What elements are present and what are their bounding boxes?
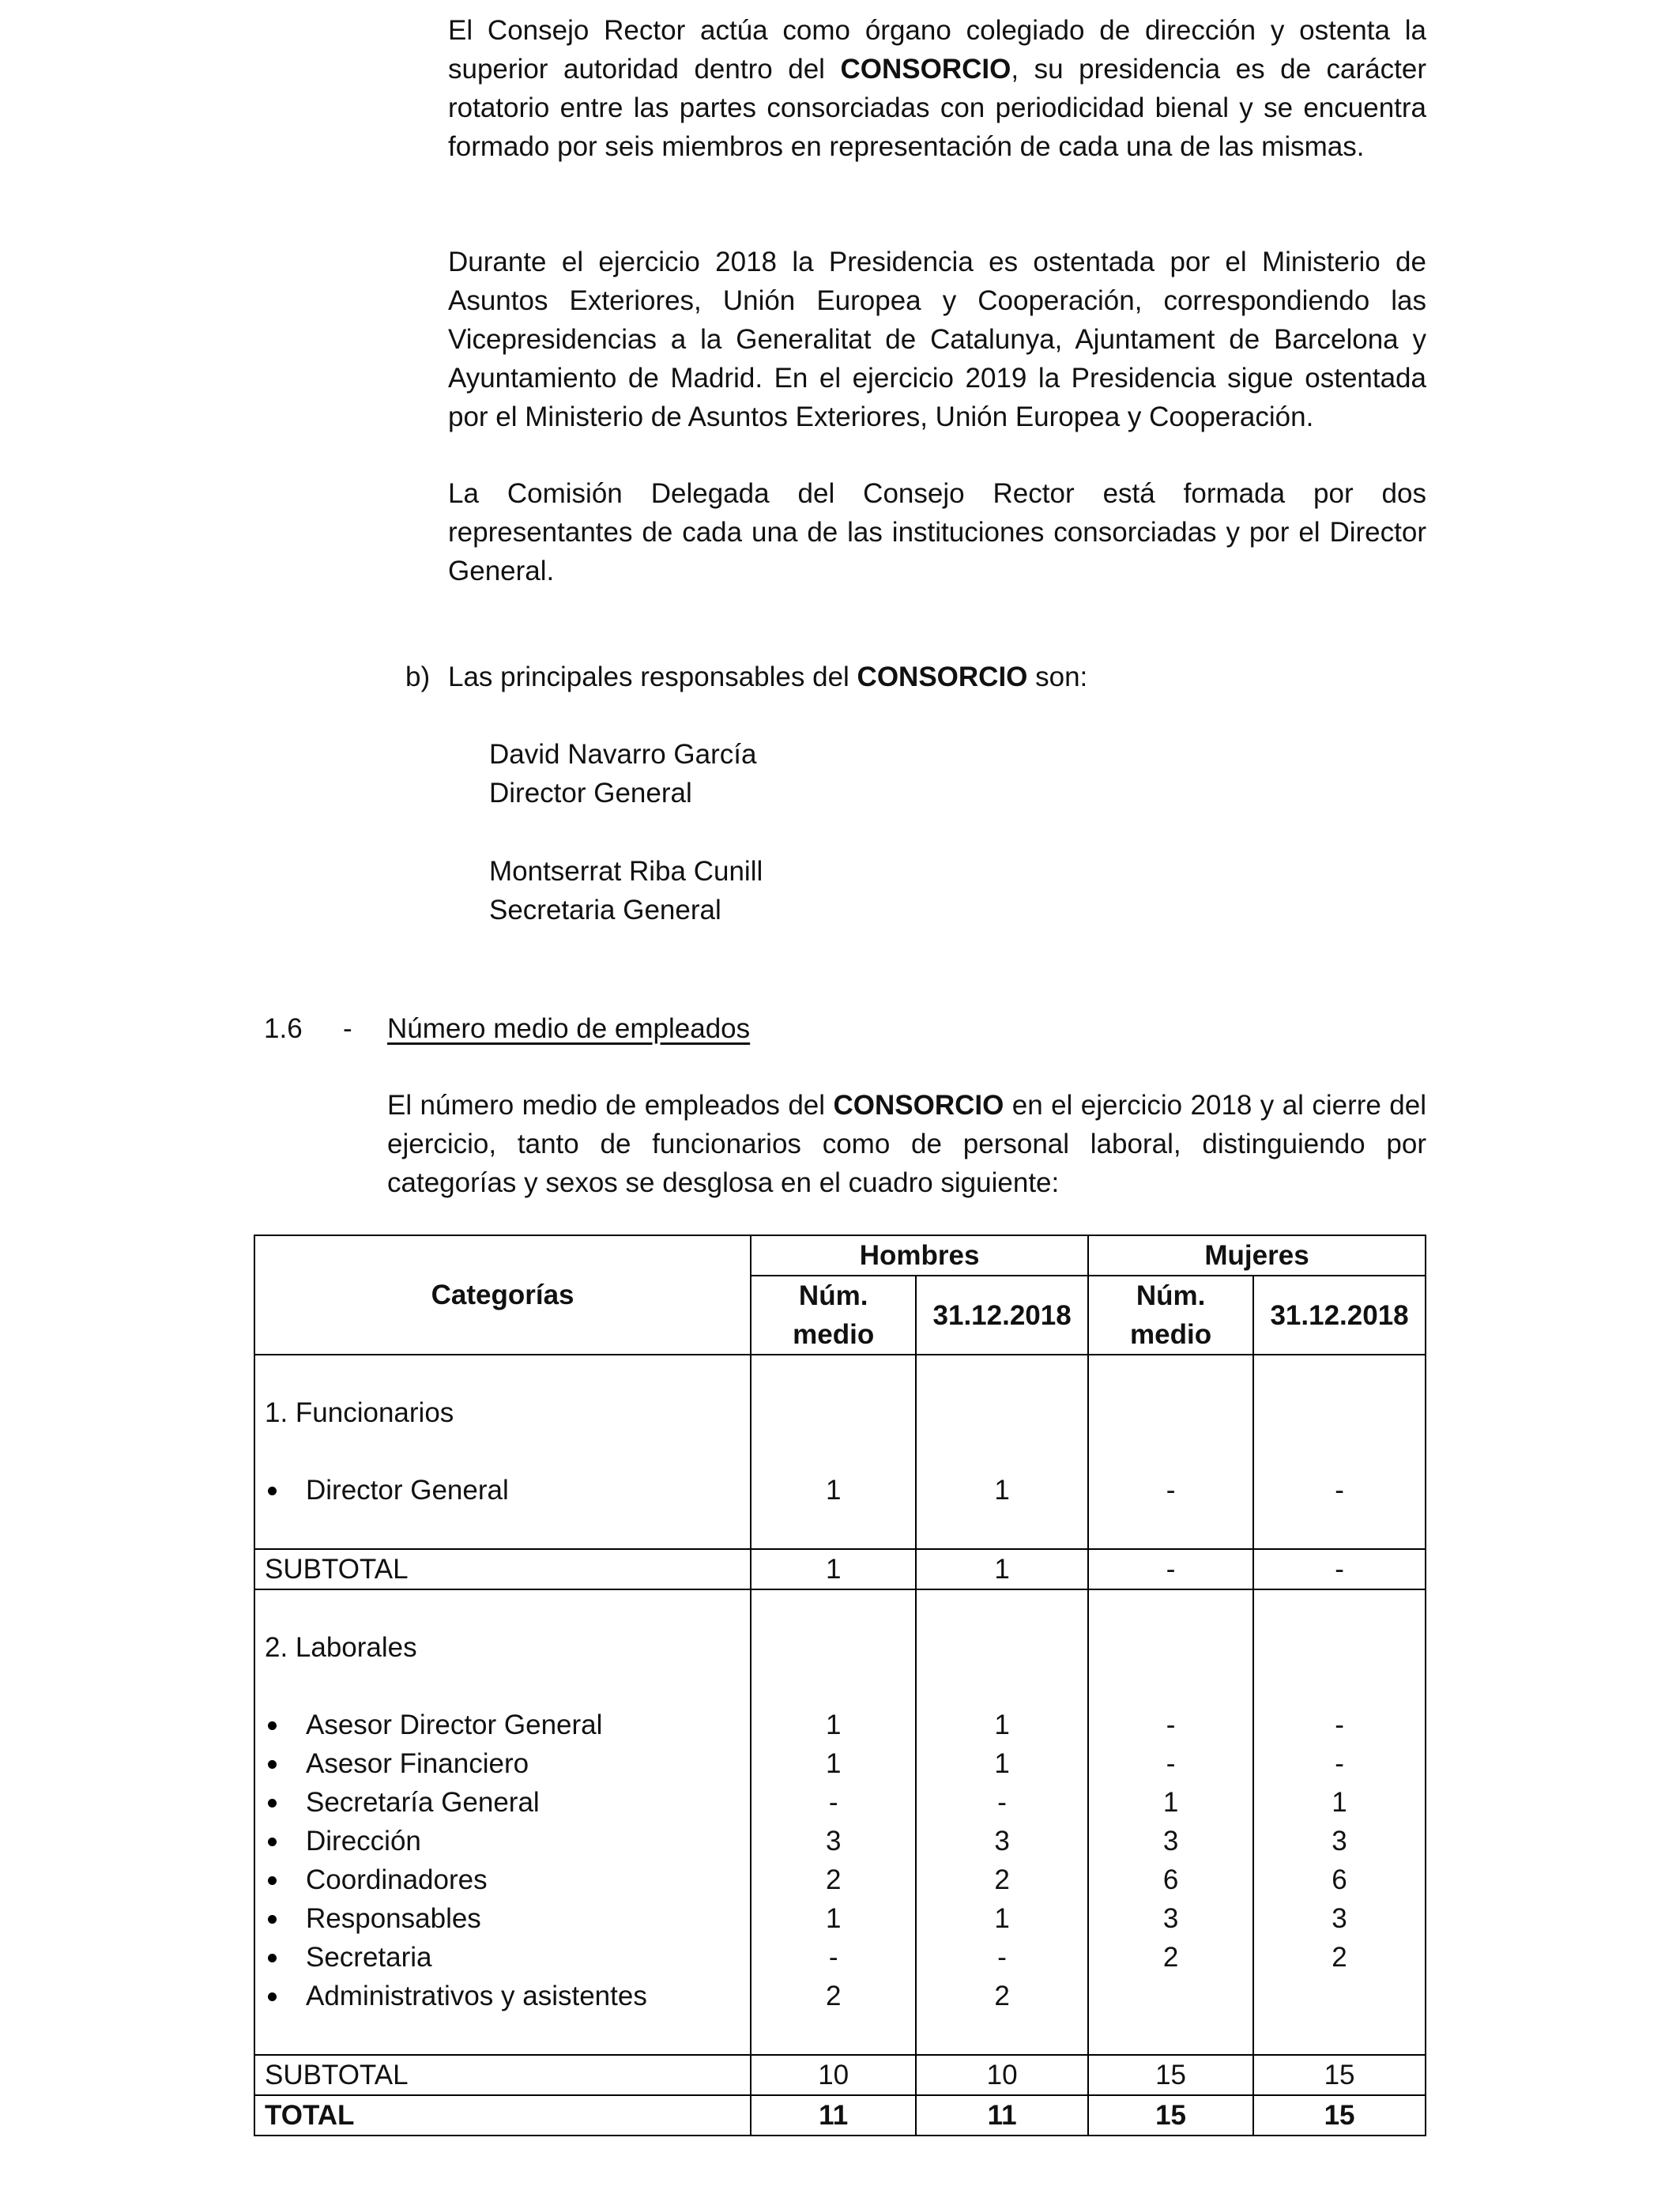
item-label: Coordinadores [306,1864,488,1895]
table-cell: 2 [825,1981,842,2011]
header-categorias: Categorías [254,1235,751,1355]
table-cell: 1 [1332,1787,1347,1818]
person-role: Director General [489,778,692,809]
subtotal-h-medio: 10 [751,2055,916,2095]
subtotal-m-cierre: 15 [1253,2055,1426,2095]
intro-text-end: en el ejercicio 2018 y al cierre del ejercicio, tanto de funcionarios como de personal laboral, distinguiendo por categorías y sexos se desglosa en el cuadro siguiente: [387,1090,1427,1198]
funcionarios-m-cierre [1253,1355,1426,1549]
laborales-m-medio [1088,1589,1253,2055]
subtotal-h-cierre: 1 [916,1549,1088,1589]
subtotal-label: SUBTOTAL [254,1549,751,1589]
table-cell: 2 [1332,1942,1347,1973]
section-number: 1.6 [264,1013,303,1044]
list-item-b [405,658,1433,696]
paragraph-consejo-rector [448,11,1426,166]
bullet-icon [268,1876,277,1885]
table-cell: 6 [1162,1864,1179,1895]
section-title: Número medio de empleados [387,1013,751,1044]
table-cell: 1 [825,1710,842,1740]
table-cell: 3 [1162,1826,1179,1857]
person-name: David Navarro García [489,739,757,770]
laborales-h-cierre [916,1589,1088,2055]
table-cell: - [828,1942,838,1973]
total-m-cierre: 15 [1253,2095,1426,2136]
table-cell: 2 [825,1864,842,1895]
total-h-cierre: 11 [916,2095,1088,2136]
section-dash: - [343,1013,352,1044]
bullet-icon [268,1487,277,1495]
person-name: Montserrat Riba Cunill [489,856,763,887]
laborales-h-medio [751,1589,916,2055]
bullet-icon [268,1721,277,1730]
table-cell: 1 [825,1475,842,1506]
table-cell: - [828,1787,838,1818]
person-2 [489,852,1279,929]
laborales-categories [254,1589,751,2055]
table-cell: 3 [1332,1903,1347,1934]
table-header-row-1 [254,1235,1426,1276]
table-cell: - [997,1942,1007,1973]
table-row-funcionarios [254,1355,1426,1549]
table-cell: 1 [994,1903,1010,1934]
table-row-subtotal-laborales [254,2055,1426,2095]
p1-consorcio-bold: CONSORCIO [840,54,1011,85]
table-cell: - [1335,1475,1344,1506]
table-cell: - [1166,1710,1176,1740]
header-mujeres-num-medio: Núm. medio [1088,1276,1253,1355]
table-cell: - [997,1787,1007,1818]
list-item [265,1822,740,1860]
header-mujeres-fecha: 31.12.2018 [1253,1276,1426,1355]
subtotal-label: SUBTOTAL [254,2055,751,2095]
item-label: Dirección [306,1826,421,1857]
item-label: Administrativos y asistentes [306,1981,647,2011]
header-hombres-num-medio: Núm. medio [751,1276,916,1355]
header-hombres-fecha: 31.12.2018 [916,1276,1088,1355]
table-cell: 1 [994,1748,1010,1779]
person-role: Secretaria General [489,895,721,925]
item-label: Asesor Financiero [306,1748,529,1779]
bullet-icon [268,1760,277,1769]
intro-text-start: El número medio de empleados del [387,1090,834,1121]
header-hombres: Hombres [751,1235,1088,1276]
item-label: Asesor Director General [306,1710,603,1740]
table-cell: 2 [1162,1942,1179,1973]
table-row-subtotal-funcionarios [254,1549,1426,1589]
item-label: Secretaria [306,1942,432,1973]
table-cell: 3 [1162,1903,1179,1934]
bullet-icon [268,1838,277,1846]
total-m-medio: 15 [1088,2095,1253,2136]
list-item [265,1977,740,2054]
item-label: Responsables [306,1903,481,1934]
list-item [265,1744,740,1783]
list-item [265,1706,740,1744]
header-mujeres: Mujeres [1088,1235,1426,1276]
funcionarios-h-medio [751,1355,916,1549]
table-cell: - [1166,1475,1176,1506]
funcionarios-m-medio [1088,1355,1253,1549]
list-b-text-end: son: [1027,662,1088,692]
bullet-icon [268,1915,277,1924]
table-cell: 3 [1332,1826,1347,1857]
subtotal-h-medio: 1 [751,1549,916,1589]
total-h-medio: 11 [751,2095,916,2136]
intro-consorcio-bold: CONSORCIO [833,1090,1004,1121]
bullet-icon [268,1992,277,2001]
table-cell: - [1166,1748,1176,1779]
bullet-icon [268,1799,277,1808]
table-cell: 1 [825,1748,842,1779]
category-title: 1. Funcionarios [265,1397,454,1428]
subtotal-h-cierre: 10 [916,2055,1088,2095]
p1-text-end: , su presidencia es de carácter rotatorio entre las partes consorciadas con periodicidad bienal y se encuentra formado por seis miembros en representación de cada una de las mismas. [448,54,1426,162]
table-cell: 3 [825,1826,842,1857]
list-item [265,1471,740,1548]
list-item [265,1899,740,1938]
table-cell: - [1335,1710,1344,1740]
table-cell: 1 [825,1903,842,1934]
table-cell: 1 [994,1475,1010,1506]
table-cell: 6 [1332,1864,1347,1895]
item-label: Secretaría General [306,1787,540,1818]
person-1 [489,735,1279,812]
list-item [265,1860,740,1899]
list-b-consorcio-bold: CONSORCIO [857,662,1028,692]
table-cell: - [1335,1748,1344,1779]
paragraph-comision-delegada: La Comisión Delegada del Consejo Rector está formada por dos representantes de cada una de las instituciones consorciadas y por el Director General. [448,478,1426,586]
item-label: Director General [306,1475,509,1506]
table-row-total [254,2095,1426,2136]
section-intro [387,1086,1426,1202]
paragraph-presidencia: Durante el ejercicio 2018 la Presidencia es ostentada por el Ministerio de Asuntos Exteriores, Unión Europea y Cooperación, correspondiendo las Vicepresidencias a la Generalitat de Catalunya, Ajuntament de Barcelona y Ayuntamiento de Madrid. En el ejercicio 2019 la Presidencia sigue ostentada por el Ministerio de Asuntos Exteriores, Unión Europea y Cooperación. [448,247,1426,432]
table-cell: 2 [994,1981,1010,2011]
list-item [265,1938,740,1977]
list-item [265,1783,740,1822]
list-b-text-start: Las principales responsables del [448,662,857,692]
subtotal-m-medio: 15 [1088,2055,1253,2095]
p1-text-start: El Consejo Rector actúa como órgano colegiado de dirección y ostenta la superior autoridad dentro del [448,15,1426,85]
table-cell: 3 [994,1826,1010,1857]
funcionarios-categories [254,1355,751,1549]
employees-table [254,1235,1426,2136]
section-heading [264,1009,1449,1048]
table-cell: 1 [994,1710,1010,1740]
subtotal-m-medio: - [1088,1549,1253,1589]
table-cell: 1 [1162,1787,1179,1818]
list-marker: b) [405,662,431,692]
laborales-m-cierre [1253,1589,1426,2055]
bullet-icon [268,1954,277,1962]
category-title: 2. Laborales [265,1632,417,1663]
table-row-laborales [254,1589,1426,2055]
funcionarios-h-cierre [916,1355,1088,1549]
total-label: TOTAL [254,2095,751,2136]
subtotal-m-cierre: - [1253,1549,1426,1589]
table-cell: 2 [994,1864,1010,1895]
